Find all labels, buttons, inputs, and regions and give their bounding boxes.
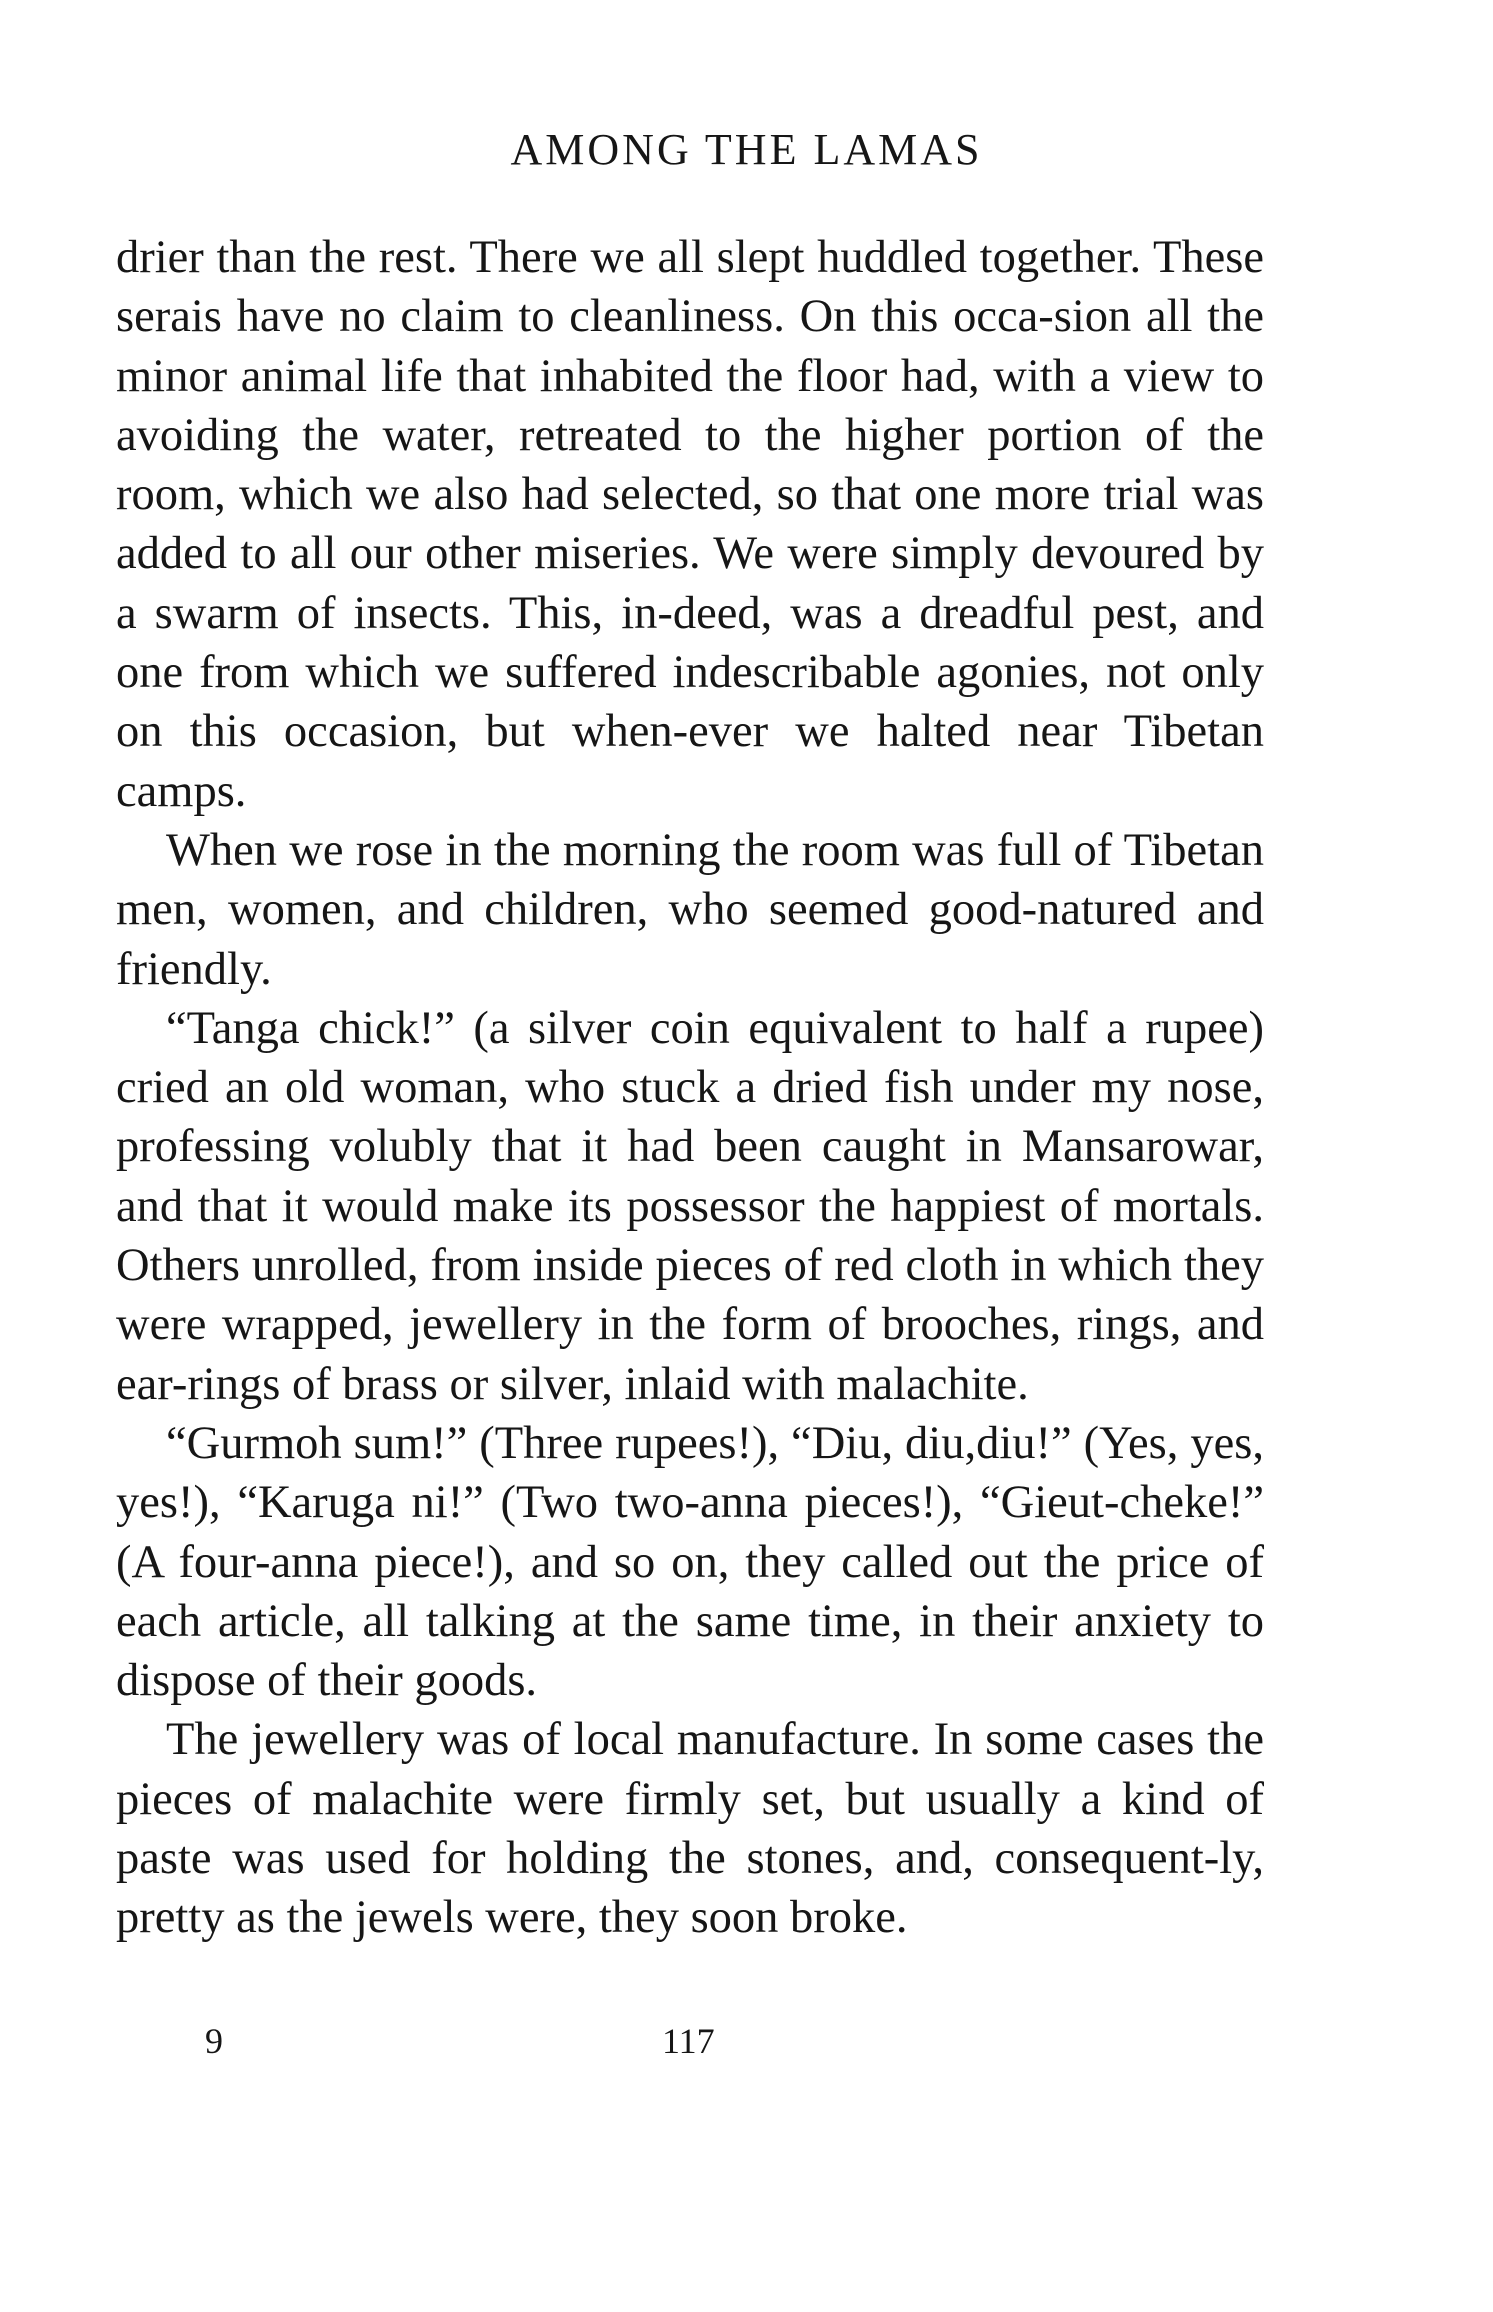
paragraph: “Gurmoh sum!” (Three rupees!), “Diu, diu,diu!” (Yes, yes, yes!), “Karuga ni!” (Two two-anna pieces!), “Gieut-cheke!” (A four-anna piece!), and so on, they called out the price of each article, all talking at the same time, in their anxiety to dispose of their goods. [116, 1417, 1264, 1707]
paragraph: The jewellery was of local manufacture. In some cases the pieces of malachite were firmly set, but usually a kind of paste was used for holding the stones, and, consequent-ly, pretty as the jewels were, they soon broke. [116, 1714, 1264, 1944]
body-text [116, 228, 1264, 1948]
paragraph: “Tanga chick!” (a silver coin equivalent to half a rupee) cried an old woman, who stuck a dried fish under my nose, professing volubly that it had been caught in Mansarowar, and that it would make its possessor the happiest of mortals. Others unrolled, from inside pieces of red cloth in which they were wrapped, jewellery in the form of brooches, rings, and ear-rings of brass or silver, inlaid with malachite. [116, 1002, 1264, 1410]
page-number: 117 [662, 2021, 715, 2061]
running-head: AMONG THE LAMAS [510, 125, 983, 174]
paragraph: drier than the rest. There we all slept huddled together. These serais have no claim to cleanliness. On this occa-sion all the minor animal life that inhabited the floor had, with a view to avoiding the water, retreated to the higher portion of the room, which we also had selected, so that one more trial was added to all our other miseries. We were simply devoured by a swarm of insects. This, in-deed, was a dreadful pest, and one from which we suffered indescribable agonies, not only on this occasion, but when-ever we halted near Tibetan camps. [116, 232, 1264, 817]
paragraph: When we rose in the morning the room was full of Tibetan men, women, and children, who seemed good-natured and friendly. [116, 824, 1264, 995]
signature-mark: 9 [205, 2021, 223, 2061]
